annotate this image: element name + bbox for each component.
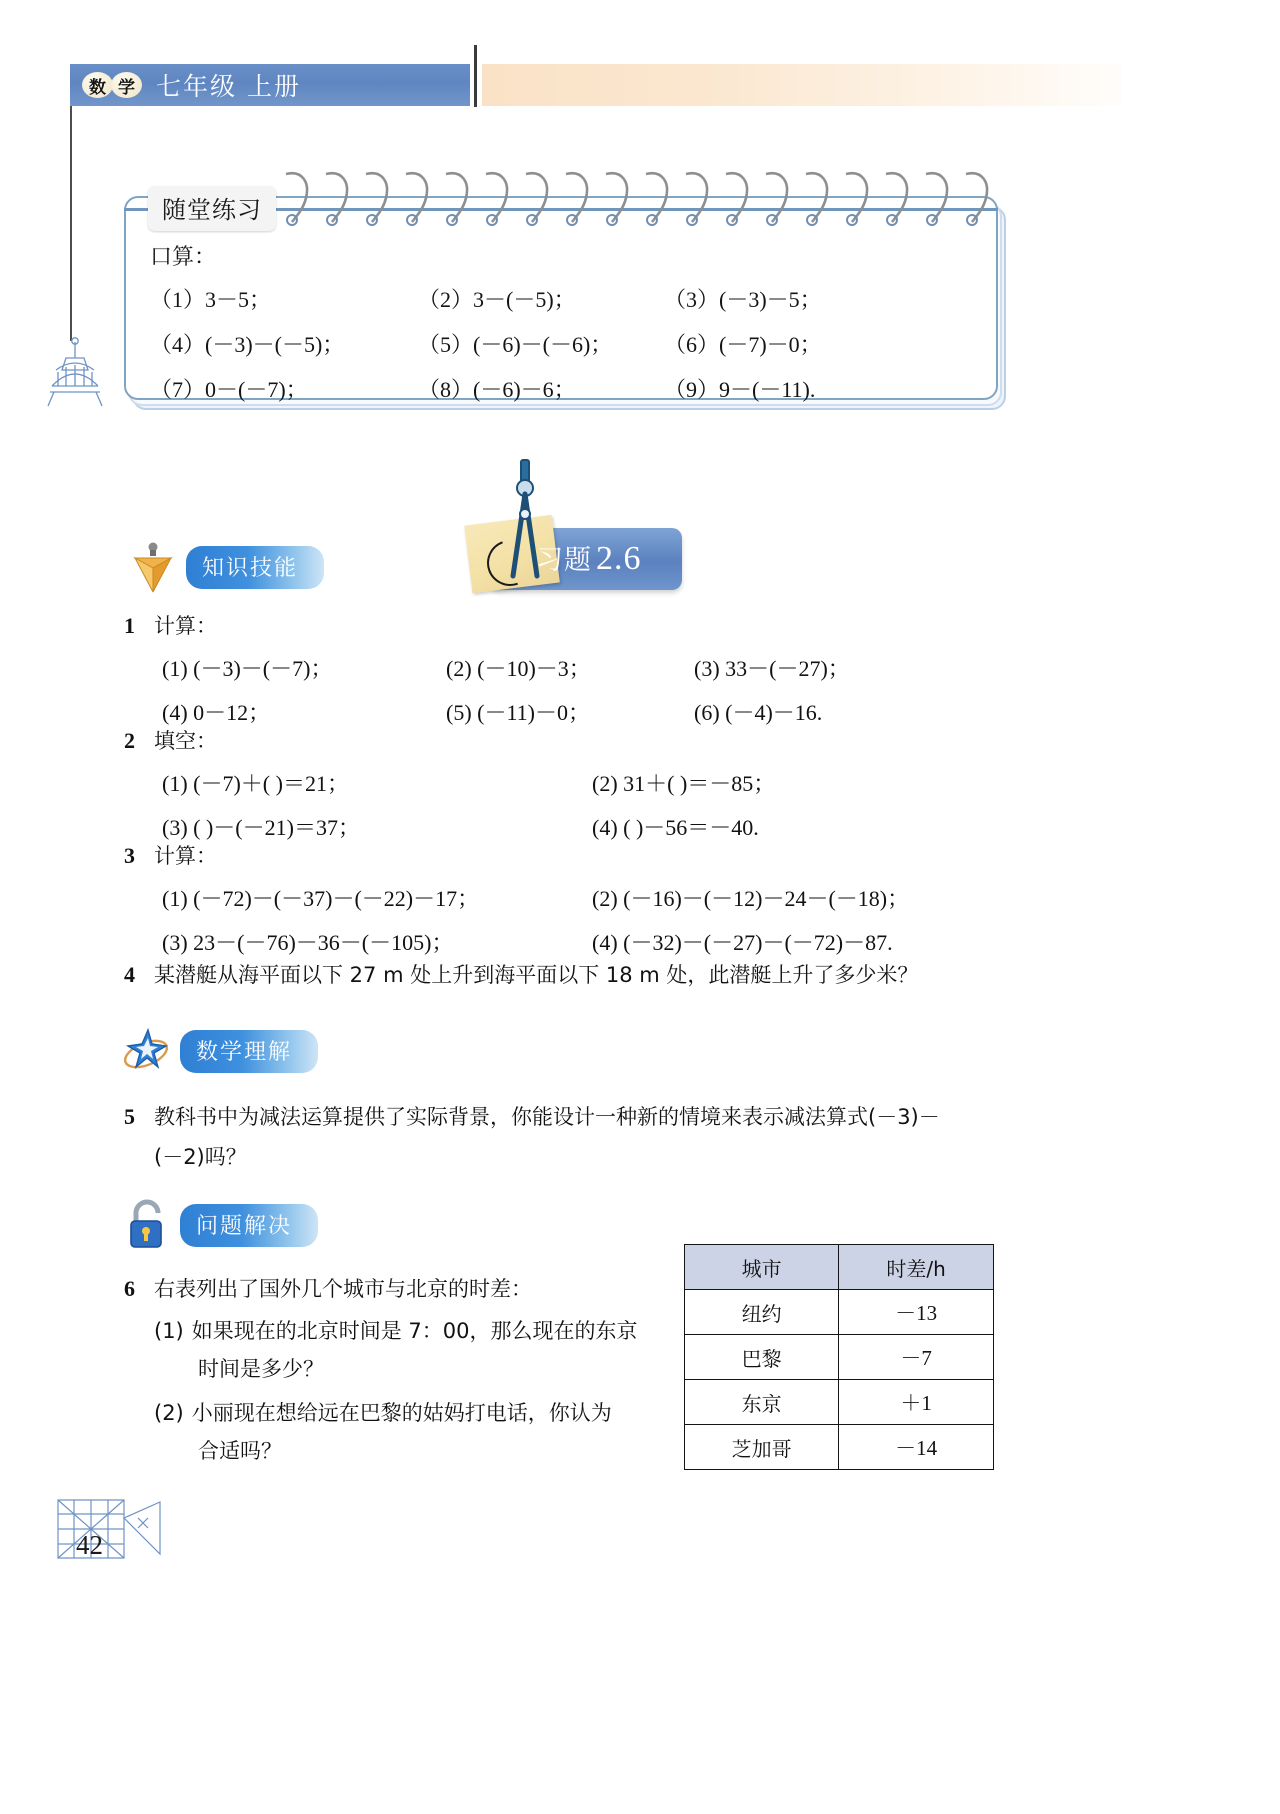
exercise-text-line2: (－2)吗？ [154,1145,247,1169]
sub-text-line1: 如果现在的北京时间是 7：00，那么现在的东京 [191,1319,638,1343]
padlock-icon [118,1196,176,1254]
section-label: 数学理解 [180,1030,318,1073]
sub-text-line2: 时间是多少？ [198,1357,324,1381]
exercise-row [162,767,1024,798]
exercise-1 [124,610,1024,740]
page-number: 42 [76,1530,103,1560]
exercise-item: (5) (－11)－0； [446,700,590,725]
exercise-row [162,696,1024,727]
exercise-sub-2-cont [198,1434,684,1468]
page-header-bar [70,64,470,106]
table-cell-city: 芝加哥 [685,1425,839,1470]
comet-star-icon [118,1022,176,1080]
table-row [685,1335,994,1380]
table-row [685,1380,994,1425]
exercise-text: 某潜艇从海平面以下 27 m 处上升到海平面以下 18 m 处，此潜艇上升了多少米？ [154,963,919,987]
exercise-item: (4) ( )－56＝－40. [592,815,759,840]
exercise-2 [124,725,1024,855]
exercise-number: 2 [124,728,135,753]
exercise-item: (1) (－7)＋( )＝21； [162,771,349,796]
margin-rule [70,106,72,341]
exercise-sub-2 [154,1396,684,1430]
practice-item: （6）(－7)－0； [664,332,822,357]
exercise-item: (3) 23－(－76)－36－(－105)； [162,930,454,955]
sub-text-line1: 小丽现在想给远在巴黎的姑妈打电话，你认为 [191,1401,612,1425]
header-title: 七年级 上册 [156,72,301,101]
exercise-item: (3) 33－(－27)； [694,656,850,681]
exercise-row [162,652,1024,683]
exercise-item: (2) 31＋( )＝－85； [592,771,776,796]
practice-item: （2）3－(－5)； [418,287,576,312]
practice-row [150,373,990,404]
practice-item: （7）0－(－7)； [150,377,308,402]
exercise-paragraph [124,958,1064,992]
exercise-row [162,882,1044,913]
exercise-6 [124,1272,684,1468]
exercise-sub-1 [154,1314,684,1348]
exercise-text-line1: 教科书中为减法运算提供了实际背景，你能设计一种新的情境来表示减法算式(－3)－ [154,1105,940,1129]
exercise-row [162,926,1044,957]
exercise-title: 计算： [154,614,217,638]
spiral-binding-icon [280,170,1000,230]
practice-content [150,240,990,418]
exercise-item: (1) (－3)－(－7)； [162,656,333,681]
subject-badge-2: 学 [111,72,142,98]
table-cell-city: 东京 [685,1380,839,1425]
section-knowledge-skills [124,538,324,596]
section-label: 问题解决 [180,1204,318,1247]
practice-item: （4）(－3)－(－5)； [150,332,345,357]
practice-item: （3）(－3)－5； [664,287,822,312]
table-cell-city: 纽约 [685,1290,839,1335]
plumb-bob-icon [124,538,182,596]
exercise-heading [124,610,1024,640]
exercise-intro: 右表列出了国外几个城市与北京的时差： [154,1277,532,1301]
exercise-number: 4 [124,962,135,987]
exercise-set-number: 2.6 [596,540,642,577]
practice-item: （5）(－6)－(－6)； [418,332,613,357]
exercise-heading [124,725,1024,755]
exercise-set-title [536,538,642,578]
time-difference-table [684,1244,994,1470]
table-header-row [685,1245,994,1290]
table-header-city: 城市 [685,1245,839,1290]
table-cell-offset: －14 [839,1425,994,1470]
exercise-item: (2) (－10)－3； [446,656,591,681]
subject-badges [82,72,140,98]
sub-label: (1) [154,1319,184,1343]
exercise-3 [124,840,1044,970]
table-cell-city: 巴黎 [685,1335,839,1380]
exercise-paragraph [124,1272,684,1306]
section-math-understanding [118,1022,318,1080]
exercise-4 [124,958,1064,992]
exercise-heading [124,840,1044,870]
exercise-item: (4) (－32)－(－27)－(－72)－87. [592,930,893,955]
exercise-paragraph [124,1100,1084,1134]
exercise-item: (6) (－4)－16. [694,700,823,725]
exercise-number: 5 [124,1104,135,1129]
section-problem-solving [118,1196,318,1254]
compass-ornament-icon [36,336,114,414]
sub-label: (2) [154,1401,184,1425]
subject-badge-1: 数 [82,72,113,98]
header-divider [474,45,477,107]
practice-item: （8）(－6)－6； [418,377,576,402]
exercise-title: 计算： [154,844,217,868]
table-cell-offset: ＋1 [839,1380,994,1425]
table-cell-offset: －7 [839,1335,994,1380]
exercise-number: 3 [124,843,135,868]
exercise-sub-1-cont [198,1352,684,1386]
header-accent-bar [482,64,1122,106]
practice-item: （9）9－(－11). [664,377,816,402]
exercise-item: (2) (－16)－(－12)－24－(－18)； [592,886,910,911]
table-row [685,1425,994,1470]
exercise-title: 填空： [154,729,217,753]
exercise-item: (1) (－72)－(－37)－(－22)－17； [162,886,480,911]
exercise-item: (3) ( )－(－21)＝37； [162,815,360,840]
practice-lead: 口算： [150,244,217,269]
exercise-item: (4) 0－12； [162,700,271,725]
page-footer-ornament-icon [50,1488,180,1578]
table-cell-offset: －13 [839,1290,994,1335]
sub-text-line2: 合适吗？ [198,1439,282,1463]
exercise-5 [124,1100,1084,1174]
exercise-row [162,811,1024,842]
section-label: 知识技能 [186,546,324,589]
practice-row [150,283,990,314]
practice-label: 随堂练习 [148,186,276,231]
table-row [685,1290,994,1335]
exercise-number: 1 [124,613,135,638]
exercise-paragraph-cont [154,1140,1084,1174]
exercise-number: 6 [124,1276,135,1301]
exercise-set-label: 习题 [536,545,592,576]
table-header-offset: 时差/h [839,1245,994,1290]
practice-row [150,328,990,359]
practice-item: （1）3－5； [150,287,272,312]
